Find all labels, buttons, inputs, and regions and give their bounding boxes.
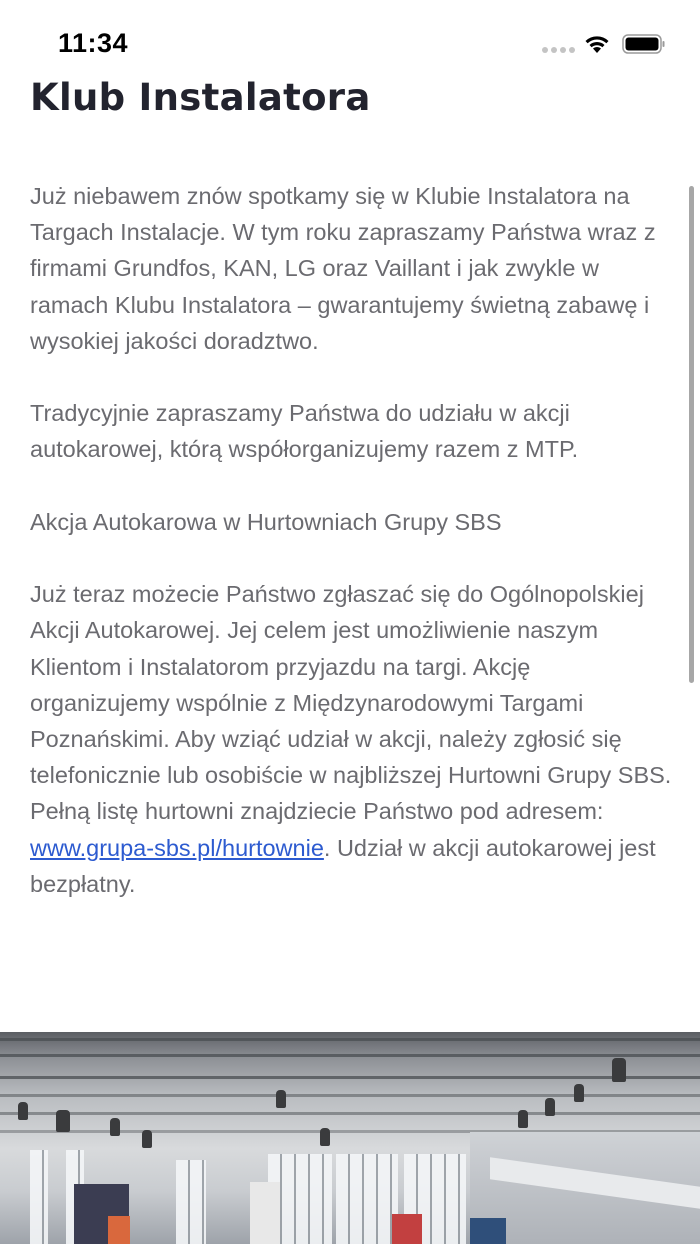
status-bar <box>0 0 700 80</box>
cellular-signal-icon <box>542 47 575 53</box>
status-time: 11:34 <box>58 28 129 58</box>
paragraph-text: Już teraz możecie Państwo zgłaszać się do Ogólnopolskiej Akcji Autokarowej. Jej celem jest umożliwienie naszym Klientom i Instalatorom przyjazdu na targi. Akcję organizujemy wspólnie z Międzynarodowymi Targami Poznańskimi. Aby wziąć udział w akcji, należy zgłosić się telefonicznie lub osobiście w najbliższej Hurtowni Grupy SBS. Pełną listę hurtowni znajdziecie Państwo pod adresem: <box>30 581 672 825</box>
battery-icon <box>622 34 666 54</box>
page-title: Klub Instalatora <box>30 80 371 119</box>
article-paragraph <box>30 576 675 902</box>
article-paragraph: Tradycyjnie zapraszamy Państwa do udziału w akcji autokarowej, którą współorganizujemy razem z MTP. <box>30 400 579 463</box>
wifi-icon <box>583 33 611 55</box>
exhibition-hall-photo <box>0 1032 700 1244</box>
vertical-scrollbar[interactable] <box>689 186 694 683</box>
article-paragraph: Już niebawem znów spotkamy się w Klubie Instalatora na Targach Instalacje. W tym roku zapraszamy Państwa wraz z firmami Grundfos, KAN, LG oraz Vaillant i jak zwykle w ramach Klubu Instalatora – gwarantujemy świetną zabawę i wysokiej jakości doradztwo. <box>30 183 656 354</box>
article-body <box>30 178 675 938</box>
hurtownie-link[interactable]: www.grupa-sbs.pl/hurtownie <box>30 834 324 861</box>
page-title-container <box>0 80 700 120</box>
article-subheading: Akcja Autokarowa w Hurtowniach Grupy SBS <box>30 508 502 535</box>
paragraph-text: . Udział w akcji autokarowej jest bezpłatny. <box>30 834 656 897</box>
